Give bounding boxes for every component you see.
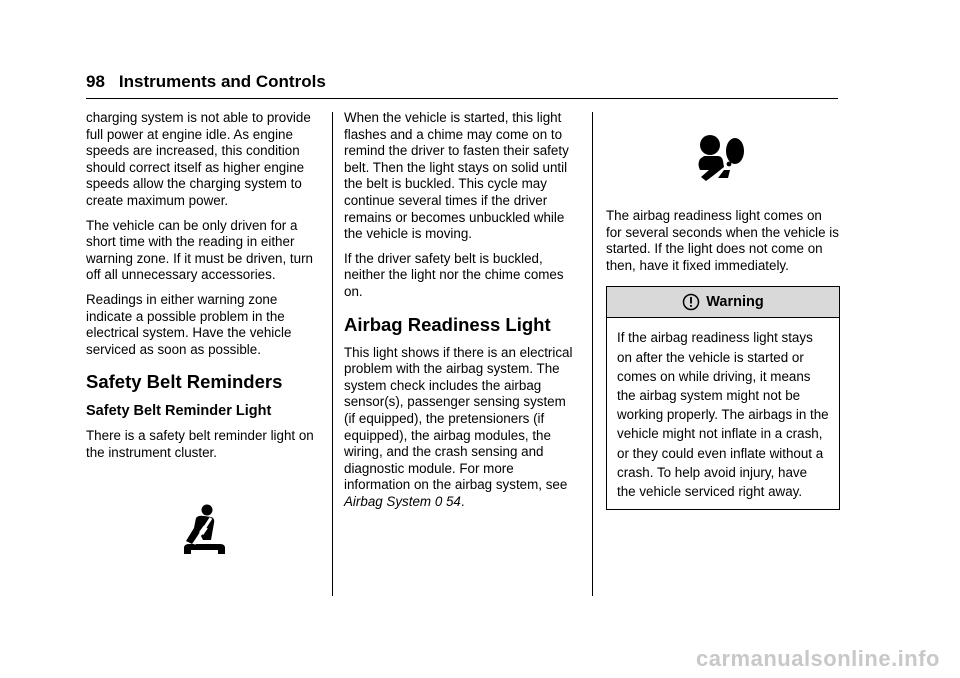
warning-header	[607, 287, 839, 318]
header-divider	[86, 98, 838, 99]
page-header	[86, 72, 326, 92]
column-3	[606, 110, 840, 510]
watermark: carmanualsonline.info	[696, 646, 940, 671]
warning-body: If the airbag readiness light stays on after the vehicle is started or comes on while driving, it means the airbag system might not be working properly. The airbags in the vehicle might not inflate in a crash, or they could even inflate without a crash. To help avoid injury, have the vehicle serviced right away.	[617, 330, 829, 499]
cross-reference-link[interactable]: Airbag System	[344, 493, 432, 509]
paragraph: If the driver safety belt is buckled, neither the light nor the chime comes on.	[344, 250, 564, 299]
paragraph: There is a safety belt reminder light on the instrument cluster.	[86, 428, 314, 460]
section-heading-safety-belt-reminders: Safety Belt Reminders	[86, 371, 283, 393]
column-1	[86, 110, 322, 558]
paragraph: This light shows if there is an electrical problem with the airbag system. The system check includes the airbag sensor(s), passenger sensing system (if equipped), the pretensioners (if equipped), the airbag modules, the wiring, and the crash sensing and diagnostic module. For more information on the airbag system, see Airbag System 0 54.	[344, 344, 573, 509]
paragraph: When the vehicle is started, this light flashes and a chime may come on to remind the driver to fasten their safety belt. Then the light stays on solid until the belt is buckled. This cycle may continue several times if the driver remains or becomes unbuckled while the vehicle is moving.	[344, 110, 569, 242]
paragraph: charging system is not able to provide full power at engine idle. As engine speeds are increased, this condition should correct itself as higher engine speeds allow the charging system to create maximum power.	[86, 110, 311, 208]
column-divider-1	[332, 112, 333, 596]
page-reference: 0 54	[434, 493, 461, 509]
warning-title: Warning	[706, 294, 764, 311]
subsection-heading-safety-belt-reminder-light: Safety Belt Reminder Light	[86, 403, 272, 420]
section-heading-airbag-readiness-light: Airbag Readiness Light	[344, 313, 551, 335]
paragraph: The airbag readiness light comes on for several seconds when the vehicle is started. If the light does not come on then, have it fixed immediately.	[606, 208, 839, 273]
warning-icon	[682, 293, 700, 311]
airbag-readiness-icon	[694, 134, 752, 182]
paragraph: Readings in either warning zone indicate a possible problem in the electrical system. Have the vehicle serviced as soon as possible.	[86, 291, 292, 357]
page-number: 98	[86, 72, 105, 91]
column-2	[344, 110, 580, 518]
seat-belt-reminder-icon	[180, 504, 228, 558]
section-title: Instruments and Controls	[118, 72, 326, 91]
paragraph: The vehicle can be only driven for a short time with the reading in either warning zone. If it must be driven, turn off all unnecessary accessories.	[86, 217, 314, 283]
warning-box	[606, 286, 840, 510]
column-divider-2	[592, 112, 593, 596]
